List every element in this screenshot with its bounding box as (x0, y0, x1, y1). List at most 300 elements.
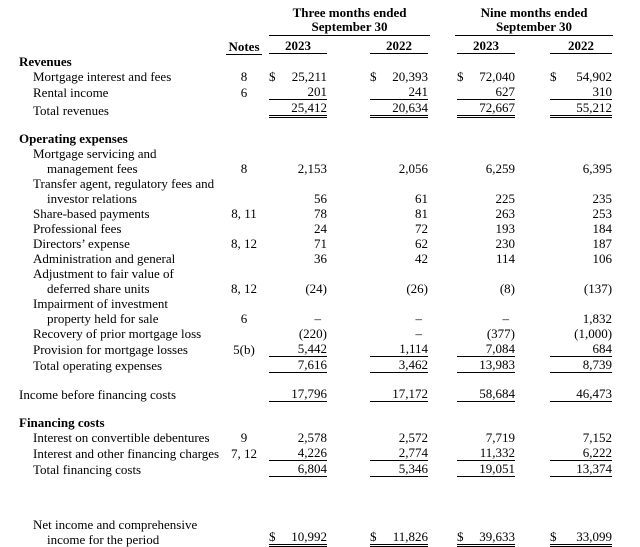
value-number: 310 (592, 84, 613, 99)
value-number: 6,259 (485, 161, 516, 176)
value-cell (266, 266, 336, 296)
value-cell (266, 84, 336, 100)
spacer-row (0, 477, 640, 517)
notes-cell (222, 386, 266, 402)
value-cell (432, 357, 520, 373)
value-cell (520, 430, 640, 445)
label-cell (0, 430, 222, 445)
value-cell (266, 296, 336, 326)
value-number: 684 (592, 341, 613, 356)
value-box (550, 236, 612, 251)
value-cell (266, 131, 336, 146)
value-number: 62 (415, 236, 429, 251)
value-cell (336, 100, 432, 118)
value-cell (336, 326, 432, 341)
value-cell (336, 251, 432, 266)
table-row (0, 146, 640, 176)
dollar-sign: $ (457, 529, 464, 544)
value-box (457, 461, 515, 477)
table-row (0, 461, 640, 477)
row-label: Total financing costs (33, 462, 142, 477)
value-cell (266, 386, 336, 402)
label-cell (0, 84, 222, 100)
value-cell (336, 266, 432, 296)
section-row (0, 415, 640, 430)
value-cell (520, 221, 640, 236)
column-header-row (0, 36, 640, 54)
value-box (550, 341, 612, 357)
value-number: 1,114 (399, 341, 429, 356)
value-cell (266, 251, 336, 266)
value-box (269, 161, 327, 176)
table-row (0, 517, 640, 547)
value-number: 627 (495, 84, 516, 99)
value-number: (220) (298, 326, 327, 341)
value-cell (336, 357, 432, 373)
value-number: 6,395 (582, 161, 613, 176)
value-cell (336, 341, 432, 357)
notes-cell (222, 54, 266, 69)
value-number: 4,226 (297, 445, 327, 460)
table-row (0, 430, 640, 445)
row-label: Total operating expenses (33, 358, 163, 373)
value-cell (336, 517, 432, 547)
value-box (370, 461, 428, 477)
value-cell (432, 461, 520, 477)
row-label: Mortgage interest and fees (33, 69, 172, 84)
value-number: (137) (583, 281, 613, 296)
notes-cell: 5(b) (233, 342, 255, 357)
value-number: 241 (408, 84, 429, 99)
value-cell (520, 176, 640, 206)
value-number: 20,393 (392, 69, 429, 84)
value-box (269, 281, 327, 296)
value-box (269, 236, 327, 251)
value-number: 72 (415, 221, 429, 236)
table-row (0, 357, 640, 373)
value-box (370, 100, 428, 118)
value-box (550, 281, 612, 296)
value-cell (336, 296, 432, 326)
period-header-line2: September 30 (311, 19, 388, 34)
value-box (269, 69, 327, 84)
value-box (457, 100, 515, 118)
value-box (457, 84, 515, 100)
row-label-continued: income for the period (47, 532, 160, 547)
statement-body (0, 54, 640, 547)
value-number: 5,346 (398, 461, 429, 476)
value-box (550, 191, 612, 206)
value-box (550, 69, 612, 84)
label-cell (0, 357, 222, 373)
value-box (370, 311, 428, 326)
value-cell (266, 415, 336, 430)
value-number: 11,826 (392, 529, 429, 544)
value-box (370, 529, 428, 547)
table-row (0, 69, 640, 84)
value-number: 7,616 (297, 357, 327, 372)
row-label: Adjustment to fair value of (33, 266, 174, 281)
section-label: Revenues (19, 54, 72, 69)
value-cell (520, 326, 640, 341)
label-cell (0, 415, 222, 430)
table-row (0, 100, 640, 118)
row-label: Mortgage servicing and (33, 146, 157, 161)
value-number: (1,000) (574, 326, 613, 341)
value-cell (520, 251, 640, 266)
notes-cell (222, 251, 266, 266)
section-row (0, 54, 640, 69)
value-box (269, 357, 327, 373)
value-cell (432, 146, 520, 176)
label-cell (0, 206, 222, 221)
value-cell (520, 357, 640, 373)
value-box (457, 251, 515, 266)
section-row (0, 131, 640, 146)
value-number: 71 (314, 236, 327, 251)
value-cell (432, 445, 520, 461)
value-cell (266, 341, 336, 357)
period-header-row (0, 6, 640, 36)
value-cell (336, 461, 432, 477)
label-cell (0, 69, 222, 84)
value-box (370, 341, 428, 357)
year-header-three-months-2023: 2023 (269, 36, 327, 54)
value-cell (432, 206, 520, 221)
value-cell (266, 221, 336, 236)
label-cell (0, 236, 222, 251)
value-cell (520, 341, 640, 357)
value-box (550, 311, 612, 326)
value-cell (266, 54, 336, 69)
value-number: 61 (415, 191, 429, 206)
value-number: 13,983 (479, 357, 516, 372)
value-cell (336, 131, 432, 146)
value-box (457, 221, 515, 236)
value-cell (520, 386, 640, 402)
table-row (0, 266, 640, 296)
value-box (370, 445, 428, 461)
value-number: – (502, 311, 510, 326)
value-box (457, 430, 515, 445)
label-cell (0, 517, 222, 547)
label-cell (0, 341, 222, 357)
value-cell (266, 69, 336, 84)
value-box (370, 161, 428, 176)
value-cell (432, 100, 520, 118)
value-number: 6,804 (297, 461, 327, 476)
section-label: Financing costs (19, 415, 105, 430)
label-cell (0, 386, 222, 402)
row-label-continued: investor relations (47, 191, 137, 206)
spacer-cell (0, 373, 640, 386)
value-cell (432, 415, 520, 430)
value-box (550, 326, 612, 341)
value-cell (336, 415, 432, 430)
value-box (370, 69, 428, 84)
spacer-cell (0, 402, 640, 415)
value-number: 25,211 (291, 69, 327, 84)
table-row (0, 236, 640, 251)
value-box (269, 430, 327, 445)
value-number: 42 (415, 251, 429, 266)
value-box (550, 84, 612, 100)
dollar-sign: $ (457, 69, 464, 84)
value-number: 193 (495, 221, 516, 236)
value-box (550, 206, 612, 221)
value-cell (520, 296, 640, 326)
spacer-row (0, 118, 640, 131)
notes-cell (222, 517, 266, 547)
value-cell (432, 84, 520, 100)
value-cell (266, 445, 336, 461)
label-cell (0, 326, 222, 341)
value-number: 201 (307, 84, 327, 99)
value-box (269, 341, 327, 357)
value-number: 2,774 (398, 445, 429, 460)
value-box (269, 529, 327, 547)
empty-cell (0, 36, 222, 54)
value-number: 11,332 (479, 445, 516, 460)
value-number: 17,796 (291, 386, 327, 401)
value-number: (8) (499, 281, 516, 296)
value-number: (24) (305, 281, 327, 296)
value-cell (432, 69, 520, 84)
table-row (0, 326, 640, 341)
value-number: 81 (415, 206, 429, 221)
notes-column-header: Notes (228, 39, 260, 54)
value-box (550, 529, 612, 547)
value-box (269, 251, 327, 266)
row-label: Transfer agent, regulatory fees and (33, 176, 215, 191)
value-cell (520, 461, 640, 477)
value-box (457, 236, 515, 251)
value-number: 20,634 (392, 100, 429, 115)
value-box (269, 461, 327, 477)
spacer-cell (0, 118, 640, 131)
value-cell (336, 386, 432, 402)
label-cell (0, 176, 222, 206)
value-cell (520, 54, 640, 69)
value-cell (432, 296, 520, 326)
value-number: 58,684 (479, 386, 516, 401)
value-box (269, 221, 327, 236)
dollar-sign: $ (370, 69, 377, 84)
value-cell (432, 54, 520, 69)
value-number: 230 (495, 236, 516, 251)
spacer-row (0, 402, 640, 415)
period-header-line1: Three months ended (292, 5, 407, 20)
value-cell (336, 430, 432, 445)
label-cell (0, 146, 222, 176)
value-box (370, 281, 428, 296)
row-label: Rental income (33, 85, 109, 100)
label-cell (0, 54, 222, 69)
label-cell (0, 266, 222, 296)
value-cell (266, 236, 336, 251)
row-label: Total revenues (33, 103, 109, 118)
row-label: Net income and comprehensive (33, 517, 198, 532)
value-box (269, 100, 327, 118)
value-box (269, 206, 327, 221)
value-number: 72,040 (479, 69, 516, 84)
spacer-cell (0, 477, 640, 517)
value-cell (266, 326, 336, 341)
value-cell (266, 357, 336, 373)
table-row (0, 221, 640, 236)
label-cell (0, 296, 222, 326)
value-cell (266, 100, 336, 118)
value-number: 235 (592, 191, 613, 206)
value-cell (266, 176, 336, 206)
table-row (0, 386, 640, 402)
value-cell (432, 341, 520, 357)
label-cell (0, 461, 222, 477)
value-box (457, 341, 515, 357)
year-header-nine-months-2022: 2022 (550, 36, 612, 54)
value-box (550, 161, 612, 176)
table-row (0, 176, 640, 206)
value-box (457, 161, 515, 176)
value-number: 8,739 (582, 357, 613, 372)
notes-cell (222, 461, 266, 477)
value-number: 54,902 (576, 69, 613, 84)
value-number: 225 (495, 191, 516, 206)
notes-cell (222, 415, 266, 430)
value-number: 72,667 (479, 100, 516, 115)
row-label: Administration and general (33, 251, 176, 266)
value-number: 263 (495, 206, 516, 221)
empty-cell (0, 6, 222, 36)
row-label: Share-based payments (33, 206, 150, 221)
value-cell (336, 69, 432, 84)
dollar-sign: $ (269, 69, 276, 84)
value-number: 5,442 (297, 341, 327, 356)
value-box (457, 529, 515, 547)
notes-cell (222, 221, 266, 236)
value-box (550, 357, 612, 373)
value-cell (336, 445, 432, 461)
value-box (370, 326, 428, 341)
value-number: – (314, 311, 321, 326)
table-row (0, 84, 640, 100)
value-box (370, 206, 428, 221)
table-row (0, 341, 640, 357)
value-box (269, 386, 327, 402)
row-label: Interest on convertible debentures (33, 430, 210, 445)
value-cell (336, 206, 432, 221)
value-cell (432, 326, 520, 341)
value-number: 7,084 (485, 341, 516, 356)
value-box (457, 281, 515, 296)
value-cell (520, 131, 640, 146)
value-number: 3,462 (398, 357, 429, 372)
value-box (370, 357, 428, 373)
value-cell (520, 206, 640, 221)
value-cell (432, 176, 520, 206)
row-label: Provision for mortgage losses (33, 342, 188, 357)
value-box (550, 221, 612, 236)
value-box (370, 221, 428, 236)
value-cell (520, 84, 640, 100)
label-cell (0, 131, 222, 146)
value-number: 78 (314, 206, 327, 221)
value-box (269, 84, 327, 100)
table-row (0, 206, 640, 221)
value-number: 33,099 (576, 529, 613, 544)
period-header-line1: Nine months ended (480, 5, 588, 20)
value-box (550, 386, 612, 402)
label-cell (0, 100, 222, 118)
value-cell (520, 69, 640, 84)
year-header-three-months-2022: 2022 (370, 36, 428, 54)
value-number: 56 (314, 191, 327, 206)
notes-cell: 8, 11 (231, 206, 257, 221)
label-cell (0, 221, 222, 236)
value-cell (336, 221, 432, 236)
value-cell (432, 386, 520, 402)
value-number: 253 (592, 206, 613, 221)
dollar-sign: $ (550, 69, 557, 84)
value-cell (336, 236, 432, 251)
value-cell (520, 415, 640, 430)
value-cell (266, 461, 336, 477)
value-cell (432, 131, 520, 146)
value-cell (432, 236, 520, 251)
value-number: 46,473 (576, 386, 613, 401)
value-cell (266, 146, 336, 176)
value-cell (520, 266, 640, 296)
dollar-sign: $ (550, 529, 557, 544)
value-box (550, 100, 612, 118)
notes-cell: 8, 12 (231, 236, 257, 251)
notes-cell (222, 131, 266, 146)
value-number: 187 (592, 236, 613, 251)
value-number: 106 (592, 251, 613, 266)
value-cell (266, 206, 336, 221)
value-number: 36 (314, 251, 327, 266)
section-label: Operating expenses (19, 131, 128, 146)
label-cell (0, 445, 222, 461)
period-header-line2: September 30 (496, 19, 572, 34)
value-number: 7,152 (582, 430, 613, 445)
value-box (269, 311, 327, 326)
value-number: 25,412 (291, 100, 327, 115)
table-row (0, 296, 640, 326)
income-statement-table (0, 6, 640, 547)
row-label: Directors’ expense (33, 236, 130, 251)
value-number: 13,374 (576, 461, 613, 476)
value-cell (432, 221, 520, 236)
value-cell (520, 236, 640, 251)
value-box (370, 191, 428, 206)
value-box (550, 461, 612, 477)
value-box (550, 251, 612, 266)
value-box (370, 251, 428, 266)
dollar-sign: $ (269, 529, 276, 544)
value-number: 2,056 (398, 161, 429, 176)
value-cell (336, 84, 432, 100)
value-number: 2,572 (398, 430, 429, 445)
year-header-nine-months-2023: 2023 (457, 36, 515, 54)
value-number: 39,633 (479, 529, 516, 544)
value-box (550, 430, 612, 445)
value-number: (26) (406, 281, 429, 296)
value-number: 114 (495, 251, 516, 266)
table-row (0, 251, 640, 266)
value-number: – (415, 326, 423, 341)
value-box (457, 357, 515, 373)
